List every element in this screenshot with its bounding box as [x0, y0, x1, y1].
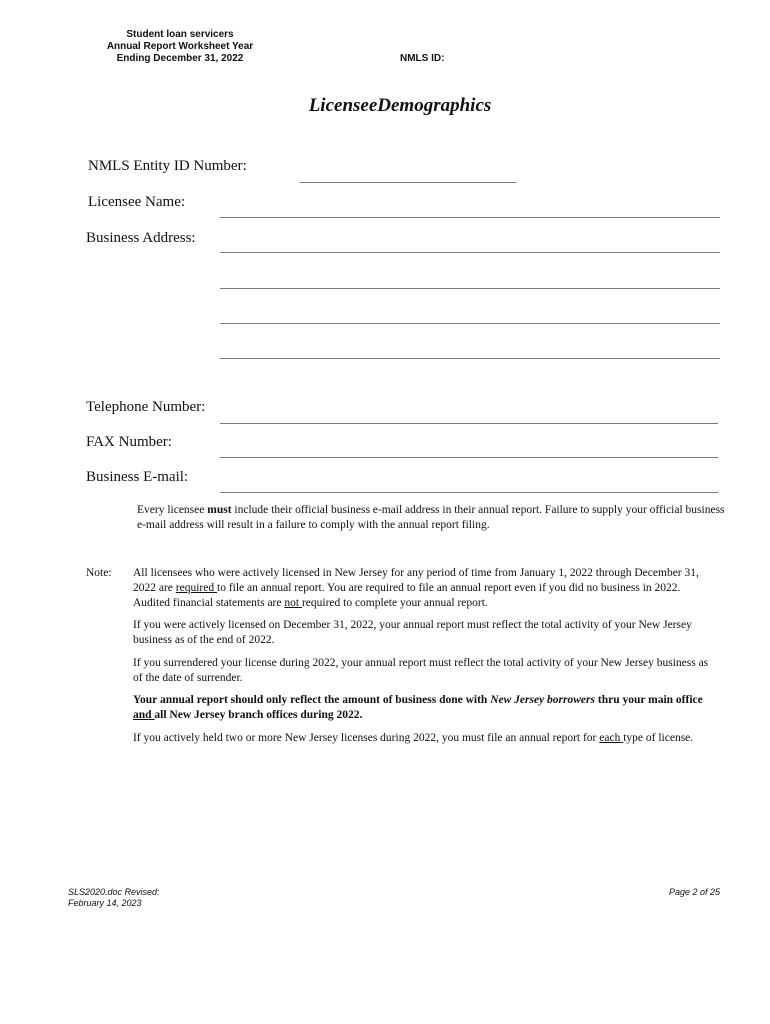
- email-notice: Every licensee must include their official business e-mail address in their annual report. Failure to supply your official business e-mail address will result in a failure to comply with the annual report filing.: [137, 504, 725, 531]
- nmls-id-label: NMLS ID:: [400, 53, 445, 64]
- business-address-field-3[interactable]: [220, 323, 720, 324]
- header-line-3: Ending December 31, 2022: [116, 53, 244, 64]
- page-title: LicenseeDemographics: [308, 95, 492, 116]
- fax-field[interactable]: [220, 457, 718, 458]
- business-address-field-4[interactable]: [220, 358, 720, 359]
- entity-id-field[interactable]: [300, 182, 516, 183]
- email-field[interactable]: [220, 492, 718, 493]
- note-paragraph-4: Your annual report should only reflect the amount of business done with New Jersey borrowers thru your main office and all New Jersey branch offices during 2022.: [133, 694, 703, 721]
- note-label: Note:: [86, 567, 112, 579]
- telephone-label: Telephone Number:: [86, 399, 206, 415]
- note-paragraph-3: If you surrendered your license during 2022, your annual report must reflect the total activity of your New Jersey business as of the date of surrender.: [133, 657, 709, 684]
- business-address-field-1[interactable]: [220, 252, 720, 253]
- fax-label: FAX Number:: [86, 434, 172, 450]
- note-paragraph-2: If you were actively licensed on December 31, 2022, your annual report must reflect the total activity of your New Jersey business as of the end of 2022.: [133, 619, 692, 646]
- footer-revision: SLS2020.doc Revised: February 14, 2023: [68, 887, 160, 908]
- licensee-name-field[interactable]: [220, 217, 720, 218]
- licensee-name-label: Licensee Name:: [88, 194, 186, 210]
- note-paragraph-1: All licensees who were actively licensed in New Jersey for any period of time from January 1, 2022 through December 31, 2022 are required to file an annual report. You are required to file an annual report even if you did no business in 2022. Audited financial statements are not required to complete your annual report.: [133, 567, 699, 609]
- must-emphasis: must: [207, 504, 232, 516]
- report-header: [95, 29, 265, 65]
- business-address-field-2[interactable]: [220, 288, 720, 289]
- header-line-1: Student loan servicers: [126, 29, 234, 40]
- header-line-2: Annual Report Worksheet Year: [106, 41, 254, 52]
- footer-page-number: Page 2 of 25: [668, 887, 720, 897]
- email-label: Business E-mail:: [86, 469, 189, 485]
- telephone-field[interactable]: [220, 423, 718, 424]
- note-paragraph-5: If you actively held two or more New Jersey licenses during 2022, you must file an annual report for each type of license.: [133, 732, 694, 744]
- business-address-label: Business Address:: [86, 230, 196, 246]
- entity-id-label: NMLS Entity ID Number:: [88, 158, 247, 174]
